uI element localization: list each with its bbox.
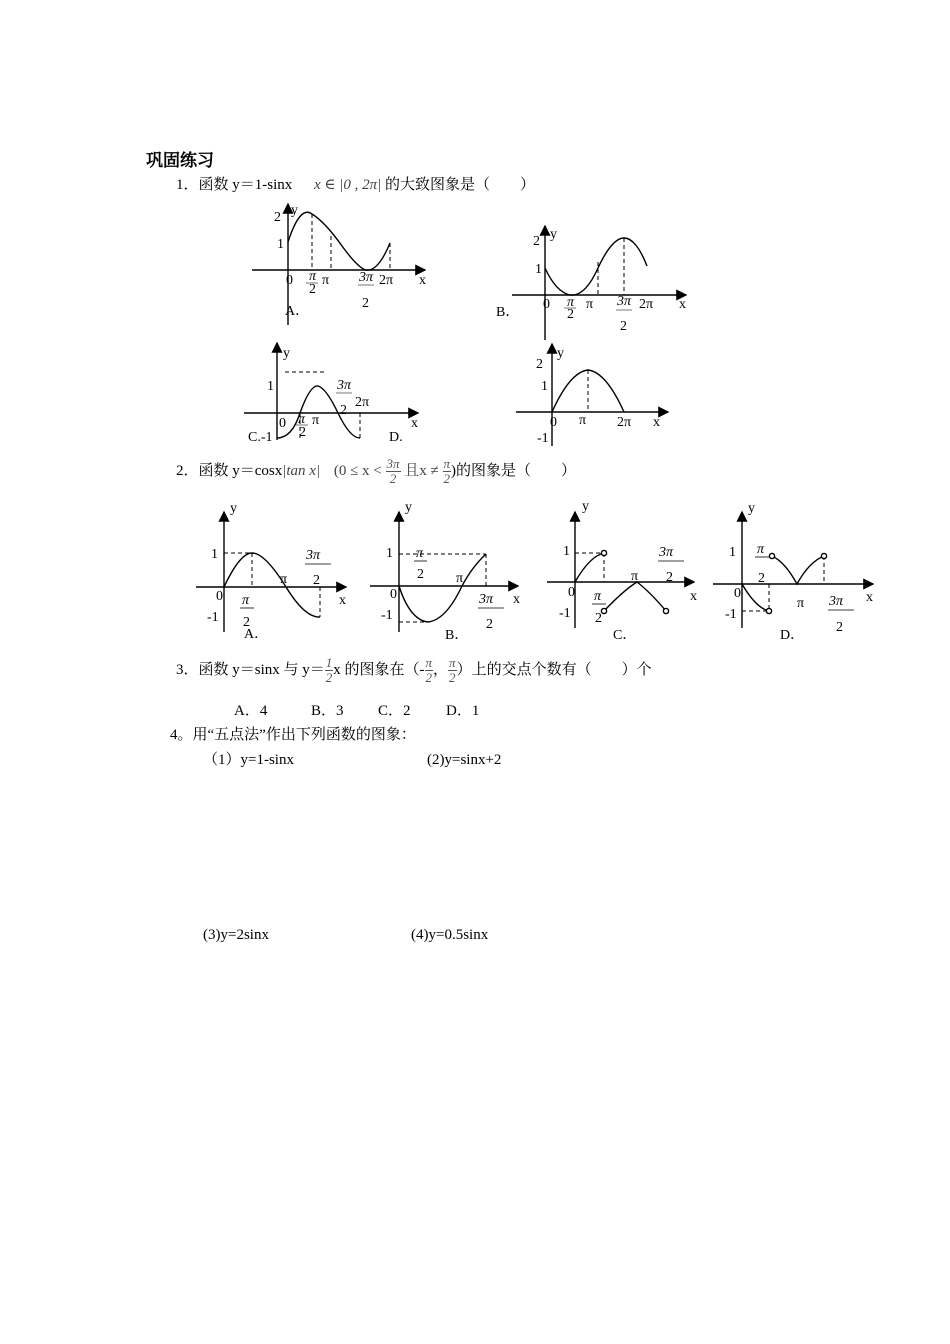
q1c-option-label: C.-1 <box>248 430 273 445</box>
q2-cond-mid: 且x ≠ <box>404 463 439 479</box>
q1d-origin: 0 <box>550 415 557 430</box>
q1a-pi2-num: π <box>309 269 317 284</box>
q3-mid: x 的图象在（- <box>333 662 425 678</box>
q1a-option-label: A． <box>285 304 310 319</box>
q1-graph-d-labels <box>536 346 660 446</box>
q2d-pi: π <box>797 596 805 611</box>
q2-stem-text: 2．函数 y＝cosx <box>176 463 283 479</box>
q1b-y-label: y <box>550 227 557 242</box>
q1a-tick-1: 1 <box>277 237 284 252</box>
q3-stem-text: 3．函数 y＝sinx 与 y＝ <box>176 662 325 678</box>
q2b-pi2-num: π <box>416 546 424 561</box>
q4-item-4: (4)y=0.5sinx <box>411 927 489 943</box>
q2b-3pi2-den: 2 <box>486 617 493 632</box>
q2-cond-post: ) <box>451 463 457 479</box>
q1c-x-label: x <box>411 416 418 431</box>
q1b-pi2-num: π <box>567 295 575 310</box>
q2b-origin: 0 <box>390 587 397 602</box>
q1d-y-label: y <box>557 346 564 361</box>
q1b-option-label: B． <box>496 305 520 320</box>
q2a-pi2-den: 2 <box>243 615 250 630</box>
q1b-3pi2-den: 2 <box>620 319 627 334</box>
q1a-x-label: x <box>419 273 426 288</box>
q2b-pi: π <box>456 571 464 586</box>
q2c-origin: 0 <box>568 585 575 600</box>
q2c-option-label: C． <box>613 628 637 643</box>
q2b-pi2-den: 2 <box>417 567 424 582</box>
q2a-tick-1: 1 <box>211 547 218 562</box>
q2a-3pi2-num: 3π <box>306 548 321 563</box>
q3-comma: ， <box>433 662 449 678</box>
q2c-pi2-num: π <box>594 589 602 604</box>
q2a-pi2-num: π <box>242 593 250 608</box>
q2d-pi2-den: 2 <box>758 571 765 586</box>
q4-item-3: (3)y=2sinx <box>203 927 269 943</box>
q1b-pi2-den: 2 <box>567 307 574 322</box>
q2a-origin: 0 <box>216 589 223 604</box>
q3-option-a: A．4 <box>234 703 268 719</box>
q1d-option-label: D. <box>389 430 403 445</box>
q2-tail: 的图象是（ ） <box>456 463 577 479</box>
q3-option-d: D．1 <box>446 703 480 719</box>
q1-graph-c-labels <box>248 346 418 445</box>
q4-item-1: （1）y=1-sinx <box>203 752 294 768</box>
q1a-3pi2-den: 2 <box>362 296 369 311</box>
q1c-pi2-num: π <box>298 412 306 427</box>
q2b-x-label: x <box>513 592 520 607</box>
q2d-3pi2-num: 3π <box>829 594 844 609</box>
q1a-pi: π <box>322 273 330 288</box>
q2-graph-a-labels <box>207 501 346 642</box>
q3-frac-pi-2-b: $\frac{\pi}{2}$ <box>449 655 456 686</box>
q2-frac-3pi-2: $\frac{3\pi}{2}$ <box>386 456 400 487</box>
q2a-3pi2-den: 2 <box>313 573 320 588</box>
q3-frac-pi-2-a: $\frac{\pi}{2}$ <box>425 655 433 686</box>
q2b-tick-1: 1 <box>386 546 393 561</box>
q2d-origin: 0 <box>734 586 741 601</box>
q1a-tick-2: 2 <box>274 210 281 225</box>
q2-graph-d-labels <box>725 501 873 643</box>
q1a-pi2-den: 2 <box>309 282 316 297</box>
q1a-y-label: y <box>291 203 298 218</box>
q2d-3pi2-den: 2 <box>836 620 843 635</box>
q3-frac-1-2: $\frac{1}{2}$ <box>325 655 333 686</box>
q1c-pi2-den: 2 <box>299 425 306 440</box>
q3-option-c: C．2 <box>378 703 411 719</box>
q1c-3pi2-den: 2 <box>340 403 347 418</box>
q2a-pi: π <box>280 572 288 587</box>
q1d-tick-1: 1 <box>541 379 548 394</box>
q2-abs: |tan x| <box>282 463 321 479</box>
q1a-3pi2-num: 3π <box>359 270 374 285</box>
q2d-option-label: D． <box>780 628 805 643</box>
q2d-tick-neg1: -1 <box>725 607 737 622</box>
q2b-3pi2-num: 3π <box>479 592 494 607</box>
q2c-pi2-den: 2 <box>595 611 602 626</box>
q1-tail: 的大致图象是（ ） <box>385 177 536 193</box>
q4-stem: 4。用“五点法”作出下列函数的图象： <box>170 727 416 743</box>
q2c-tick-neg1: -1 <box>559 606 571 621</box>
q1c-pi: π <box>312 413 320 428</box>
q2a-tick-neg1: -1 <box>207 610 219 625</box>
q1b-tick-1: 1 <box>535 262 542 277</box>
q3-option-b: B．3 <box>311 703 344 719</box>
section-title: 巩固练习 <box>146 151 214 170</box>
q1b-x-label: x <box>679 297 686 312</box>
q1d-x-label: x <box>653 415 660 430</box>
q2c-y-label: y <box>582 499 589 514</box>
q2d-pi2-num: π <box>757 542 765 557</box>
q2d-x-label: x <box>866 590 873 605</box>
q2-graph-d <box>713 512 873 628</box>
q3-tail: ）上的交点个数有（ ）个 <box>456 662 652 678</box>
q2c-3pi2-den: 2 <box>666 570 673 585</box>
q1b-2pi: 2π <box>639 297 654 312</box>
q1-domain: x ∈ |0 , 2π| <box>314 177 382 193</box>
q2-cond-pre: (0 ≤ x < <box>333 463 382 479</box>
q1c-y-label: y <box>283 346 290 361</box>
q2d-tick-1: 1 <box>729 545 736 560</box>
q1c-3pi2-num: 3π <box>337 378 352 393</box>
q1d-pi: π <box>579 413 587 428</box>
q1d-tick-2: 2 <box>536 357 543 372</box>
q1b-pi: π <box>586 297 594 312</box>
q2a-option-label: A． <box>244 627 269 642</box>
q2b-tick-neg1: -1 <box>381 608 393 623</box>
q2c-x-label: x <box>690 589 697 604</box>
q1c-origin: 0 <box>279 416 286 431</box>
q4-item-2: (2)y=sinx+2 <box>427 752 502 768</box>
q1b-3pi2-num: 3π <box>617 294 632 309</box>
q1b-origin: 0 <box>543 297 550 312</box>
q2-graph-c-labels <box>559 499 697 643</box>
q2c-3pi2-num: 3π <box>659 545 674 560</box>
q1b-tick-2: 2 <box>533 234 540 249</box>
q2c-pi: π <box>631 569 639 584</box>
q1d-tick-neg1: -1 <box>537 431 549 446</box>
q2-frac-pi-2: $\frac{\pi}{2}$ <box>443 456 451 487</box>
q1-stem-text: 1．函数 y＝1-sinx <box>176 177 293 193</box>
q1a-origin: 0 <box>286 273 293 288</box>
q1d-2pi: 2π <box>617 415 632 430</box>
q2b-y-label: y <box>405 500 412 515</box>
q1c-tick-1: 1 <box>267 379 274 394</box>
q2a-x-label: x <box>339 593 346 608</box>
q1c-2pi: 2π <box>355 395 370 410</box>
q2b-option-label: B． <box>445 628 469 643</box>
q2c-tick-1: 1 <box>563 544 570 559</box>
q2a-y-label: y <box>230 501 237 516</box>
q1a-2pi: 2π <box>379 273 394 288</box>
q2d-y-label: y <box>748 501 755 516</box>
